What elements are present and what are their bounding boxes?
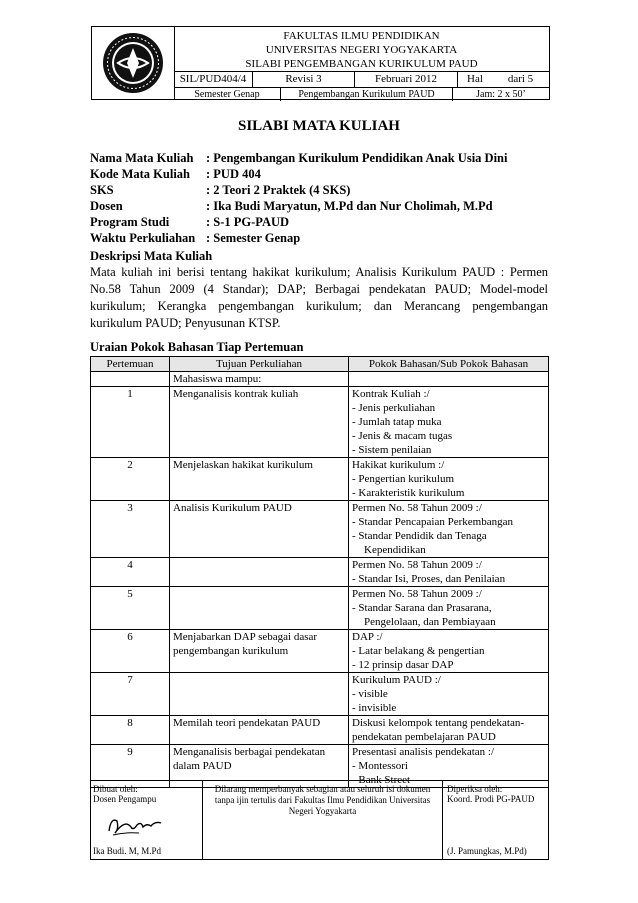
subtopic-list (352, 572, 545, 586)
subtopic-item: - Standar Sarana dan Prasarana, Pengelolaan, dan Pembiayaan (352, 601, 545, 629)
info-value: : Pengembangan Kurikulum Pendidikan Anak Usia Dini (206, 151, 508, 165)
table-row (91, 558, 549, 587)
subtopic-item: - Standar Pencapaian Perkembangan (352, 515, 545, 529)
subtopic-item: - visible (352, 687, 545, 701)
subtopic-item: - Bank Street (352, 773, 545, 787)
subtopic-list (352, 515, 545, 557)
subtopic-list (352, 644, 545, 672)
subtopic-item: - 12 prinsip dasar DAP (352, 658, 545, 672)
topic-title: Presentasi analisis pendekatan :/ (352, 746, 495, 758)
table-row (91, 716, 549, 745)
header-dari: dari 5 (492, 71, 549, 87)
header-syllabus: SILABI PENGEMBANGAN KURIKULUM PAUD (245, 58, 478, 70)
page-title: SILABI MATA KULIAH (238, 118, 400, 134)
info-row (90, 198, 507, 214)
subtopic-list (352, 472, 545, 500)
topic-title: Permen No. 58 Tahun 2009 :/ (352, 588, 482, 600)
column-header: Pokok Bahasan/Sub Pokok Bahasan (349, 357, 549, 372)
meeting-number: 4 (91, 558, 170, 587)
header-code: SIL/PUD404/4 (174, 71, 252, 87)
header-university: UNIVERSITAS NEGERI YOGYAKARTA (265, 44, 458, 56)
meeting-number: 3 (91, 501, 170, 558)
document-footer (90, 780, 549, 860)
objective: Menganalisis kontrak kuliah (170, 387, 349, 458)
subtopic-item: - invisible (352, 701, 545, 715)
info-key: Program Studi (90, 215, 170, 229)
meeting-number: 8 (91, 716, 170, 745)
subtopic-item: - Montessori (352, 759, 545, 773)
info-key: Kode Mata Kuliah (90, 167, 191, 181)
objective: Menjelaskan hakikat kurikulum (170, 458, 349, 501)
info-row (90, 166, 507, 182)
table-row (91, 587, 549, 630)
footer-checked-label: Diperiksa oleh: (447, 784, 503, 794)
footer-made-by (91, 781, 203, 859)
footer-checked-role: Koord. Prodi PG-PAUD (447, 794, 535, 804)
subtopic-item: - Latar belakang & pengertian (352, 644, 545, 658)
subtopic-item: - Jumlah tatap muka (352, 415, 545, 429)
table-row (91, 501, 549, 558)
topics-table (90, 356, 549, 788)
topic-cell (349, 716, 549, 745)
footer-made-name: Ika Budi. M, M.Pd (93, 846, 162, 856)
footer-made-role: Dosen Pengampu (93, 794, 157, 804)
header-row-course (174, 87, 549, 101)
topic-title: Kontrak Kuliah :/ (352, 388, 430, 400)
intro-text: Mahasiswa mampu: (170, 372, 349, 387)
topic-title: Diskusi kelompok tentang pendekatan-pendekatan pembelajaran PAUD (352, 717, 524, 743)
footer-checked-name: (J. Pamungkas, M.Pd) (447, 846, 527, 856)
objective: Analisis Kurikulum PAUD (170, 501, 349, 558)
subtopic-item: - Standar Pendidik dan Tenaga Kependidikan (352, 529, 545, 557)
objective (170, 673, 349, 716)
meeting-number: 6 (91, 630, 170, 673)
topic-cell (349, 458, 549, 501)
header-course: Pengembangan Kurikulum PAUD (280, 87, 452, 101)
table-header-row (91, 357, 549, 372)
meeting-number: 9 (91, 745, 170, 788)
objective: Menganalisis berbagai pendekatan dalam PAUD (170, 745, 349, 788)
header-jam: Jam: 2 x 50’ (452, 87, 549, 101)
logo-area (92, 27, 175, 99)
topic-cell (349, 387, 549, 458)
footer-notice: Dilarang memperbanyak sebagian atau seluruh isi dokumen tanpa ijin tertulis dari Fakultas Ilmu Pendidikan Universitas Negeri Yogyakarta (203, 781, 443, 859)
header-revisi: Revisi 3 (252, 71, 354, 87)
header-hal: Hal (457, 71, 492, 87)
subtopic-list (352, 401, 545, 457)
info-value: : 2 Teori 2 Praktek (4 SKS) (206, 183, 351, 197)
uraian-heading: Uraian Pokok Bahasan Tiap Pertemuan (90, 340, 304, 354)
info-key: Waktu Perkuliahan (90, 231, 196, 245)
table-intro-row (91, 372, 549, 387)
objective (170, 558, 349, 587)
topic-title: Permen No. 58 Tahun 2009 :/ (352, 502, 482, 514)
info-row (90, 150, 507, 166)
topic-title: DAP :/ (352, 631, 383, 643)
subtopic-list (352, 601, 545, 629)
meeting-number: 2 (91, 458, 170, 501)
subtopic-item: - Jenis perkuliahan (352, 401, 545, 415)
university-logo-icon (101, 31, 165, 95)
header-semester: Semester Genap (174, 87, 280, 101)
column-header: Tujuan Perkuliahan (170, 357, 349, 372)
info-row (90, 214, 507, 230)
column-header: Pertemuan (91, 357, 170, 372)
description-text: Mata kuliah ini berisi tentang hakikat kurikulum; Analisis Kurikulum PAUD : Permen No.58 Tahun 2009 (4 Standar); DAP; Berbagai pendekatan PAUD; Model-model kurikulum; Kerangka pengembangan kurikulum; dan Merancang pengembangan kurikulum PAUD; Penyusunan KTSP. (90, 265, 548, 330)
meeting-number: 7 (91, 673, 170, 716)
course-info (90, 150, 507, 246)
info-value: : PUD 404 (206, 167, 261, 181)
signature-icon (105, 811, 165, 839)
topic-title: Kurikulum PAUD :/ (352, 674, 441, 686)
table-row (91, 630, 549, 673)
document-header (91, 26, 550, 100)
objective (170, 587, 349, 630)
info-key: SKS (90, 183, 114, 197)
subtopic-item: - Standar Isi, Proses, dan Penilaian (352, 572, 545, 586)
footer-checked-by (443, 781, 548, 859)
subtopic-item: - Sistem penilaian (352, 443, 545, 457)
table-row (91, 387, 549, 458)
description-heading: Deskripsi Mata Kuliah (90, 249, 213, 263)
topic-cell (349, 673, 549, 716)
info-value: : Semester Genap (206, 231, 301, 245)
info-value: : Ika Budi Maryatun, M.Pd dan Nur Cholimah, M.Pd (206, 199, 493, 213)
table-row (91, 458, 549, 501)
header-faculty: FAKULTAS ILMU PENDIDIKAN (283, 30, 440, 42)
header-date: Februari 2012 (354, 71, 457, 87)
info-row (90, 230, 507, 246)
objective: Memilah teori pendekatan PAUD (170, 716, 349, 745)
subtopic-item: - Jenis & macam tugas (352, 429, 545, 443)
footer-made-label: Dibuat oleh: (93, 784, 138, 794)
topic-cell (349, 558, 549, 587)
topic-title: Hakikat kurikulum :/ (352, 459, 445, 471)
subtopic-list (352, 687, 545, 715)
header-row-meta (174, 71, 549, 87)
subtopic-item: - Pengertian kurikulum (352, 472, 545, 486)
topic-cell (349, 501, 549, 558)
meeting-number: 1 (91, 387, 170, 458)
meeting-number: 5 (91, 587, 170, 630)
objective: Menjabarkan DAP sebagai dasar pengembangan kurikulum (170, 630, 349, 673)
info-key: Nama Mata Kuliah (90, 151, 194, 165)
info-key: Dosen (90, 199, 123, 213)
info-value: : S-1 PG-PAUD (206, 215, 290, 229)
subtopic-item: - Karakteristik kurikulum (352, 486, 545, 500)
info-row (90, 182, 507, 198)
topic-cell (349, 587, 549, 630)
topic-title: Permen No. 58 Tahun 2009 :/ (352, 559, 482, 571)
topic-cell (349, 630, 549, 673)
table-row (91, 673, 549, 716)
